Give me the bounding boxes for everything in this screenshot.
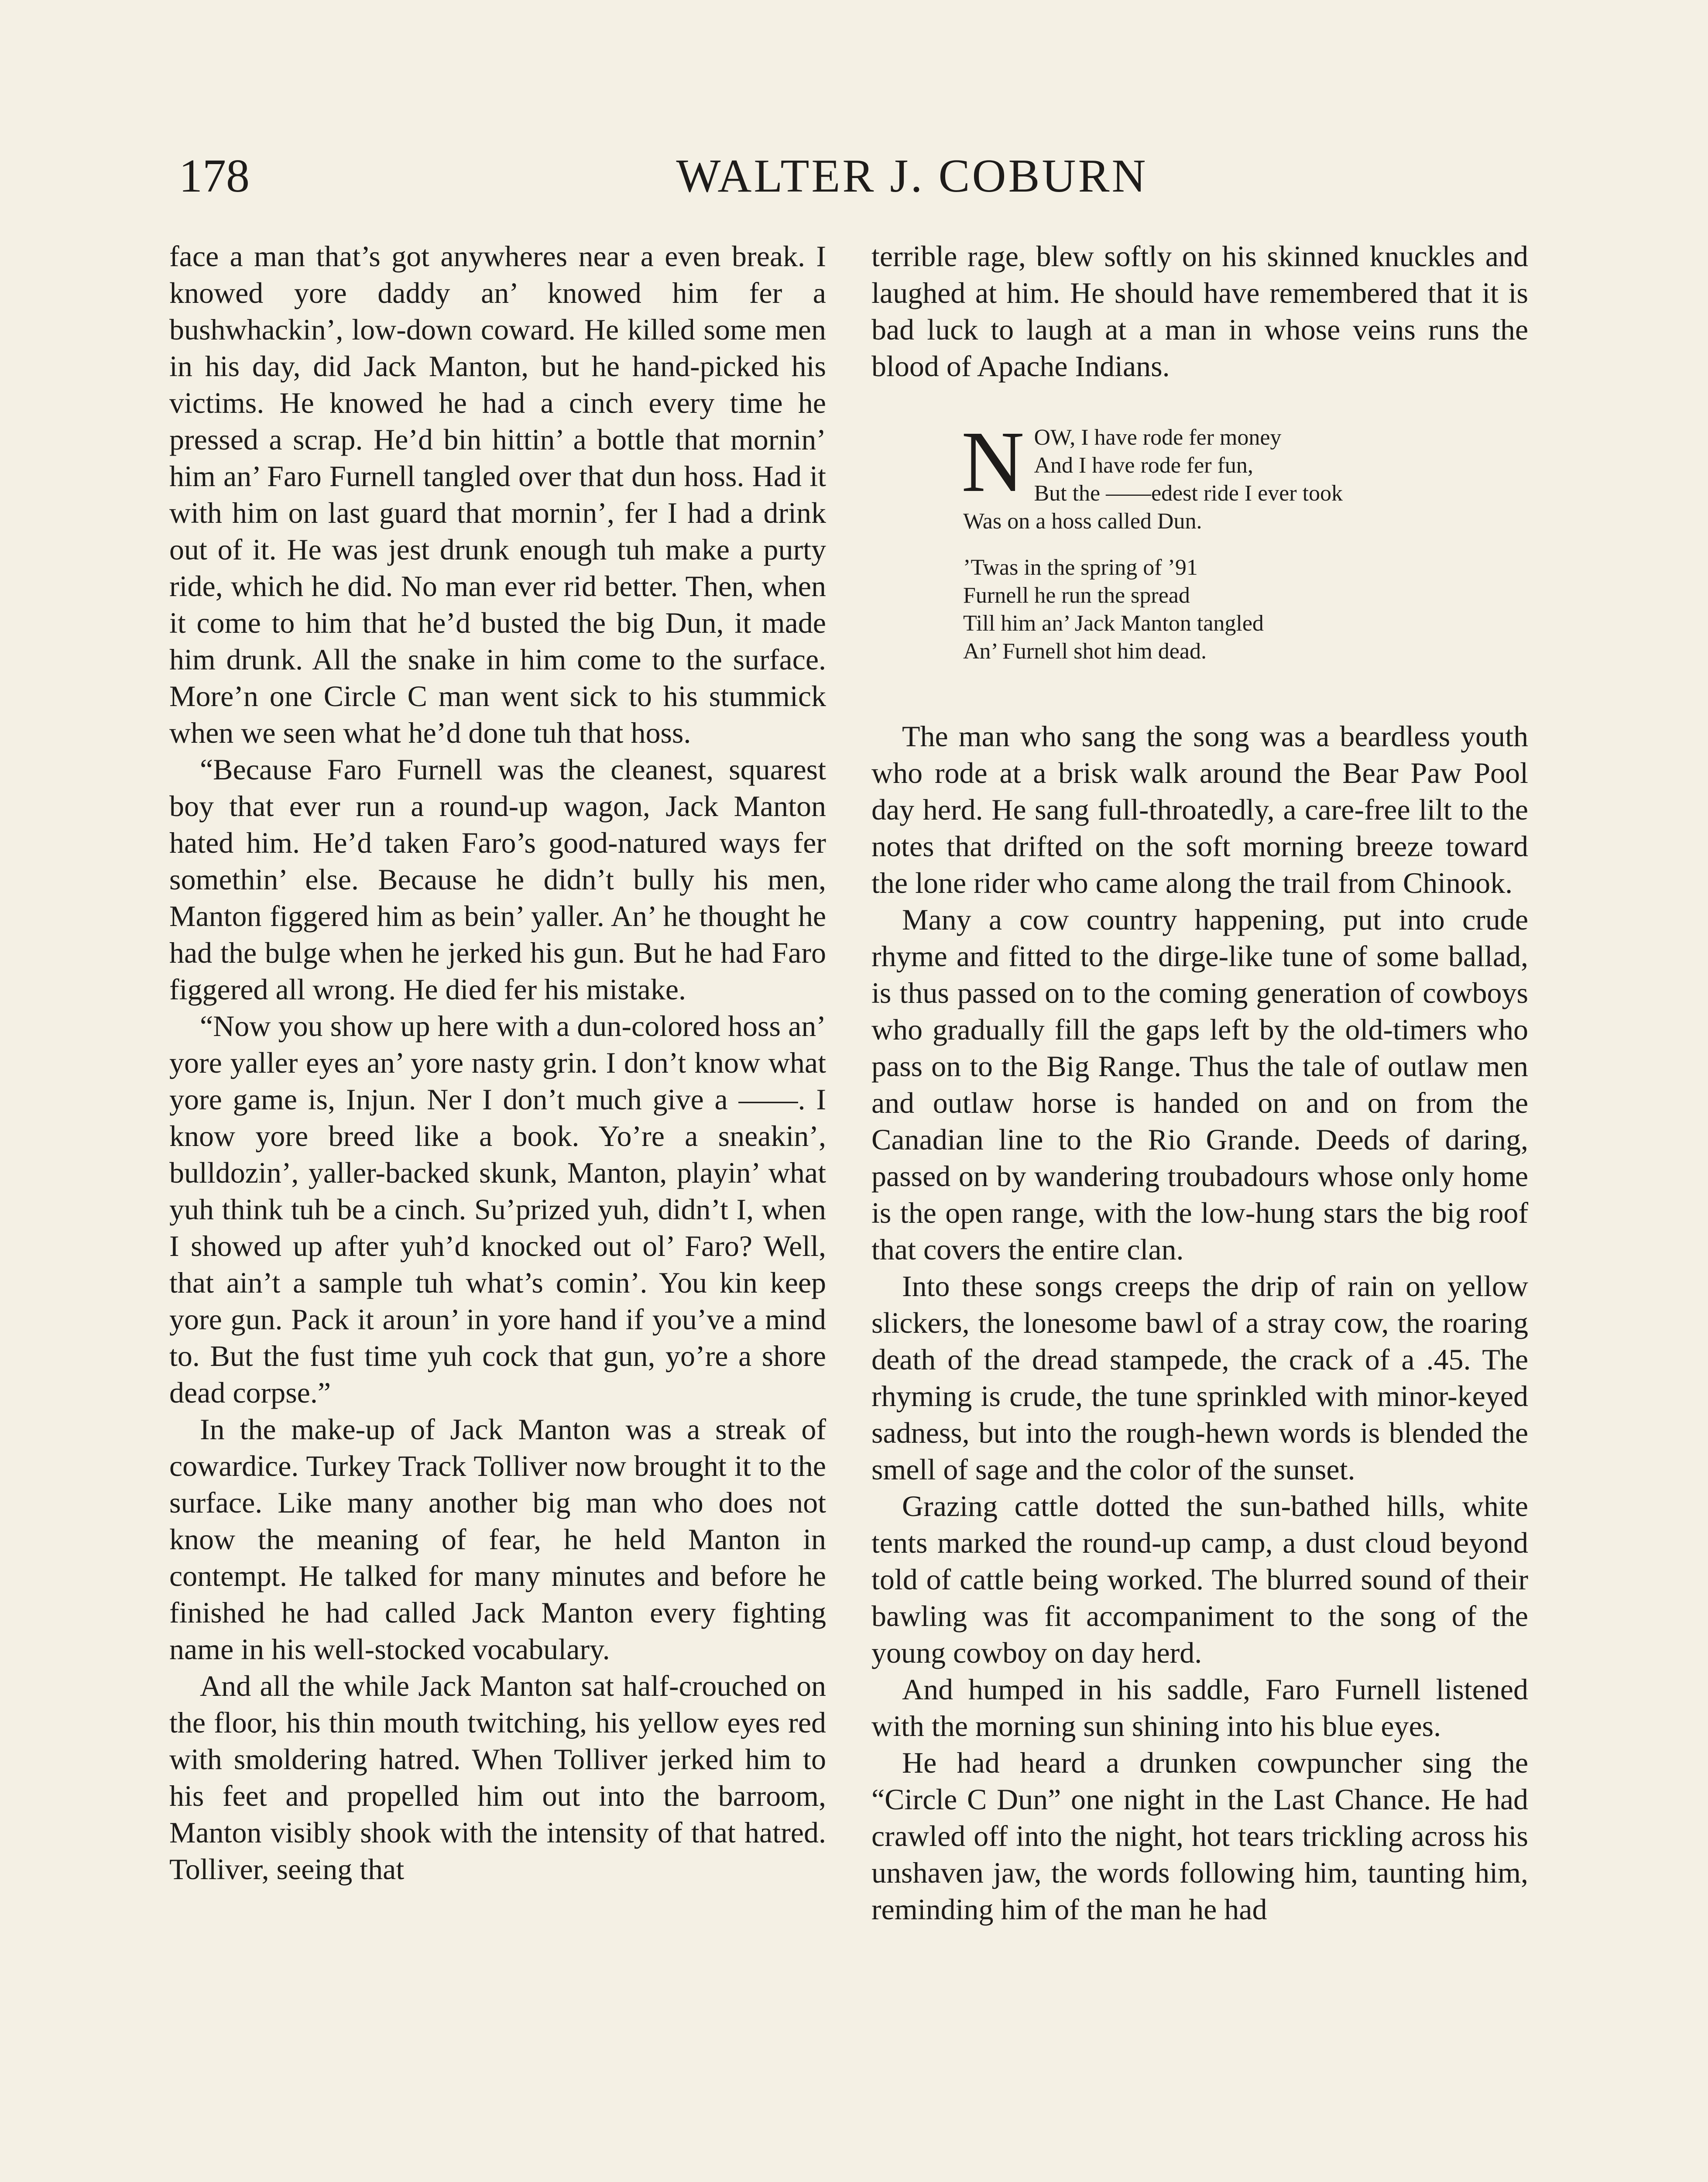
right-column [871, 238, 1528, 1928]
paragraph: Grazing cattle dotted the sun-bathed hills, white tents marked the round-up camp, a dust cloud beyond told of cattle being worked. The blurred sound of their bawling was fit accompaniment to the song of the young cowboy on day herd. [871, 1489, 1528, 1669]
paragraph: face a man that’s got anywheres near a even break. I knowed yore daddy an’ knowed him fer a bushwhackin’, low-down coward. He killed some men in his day, did Jack Manton, but he hand-picked his victims. He knowed he had a cinch every time he pressed a scrap. He’d bin hittin’ a bottle that mornin’ him an’ Faro Furnell tangled over that dun hoss. Had it with him on last guard that mornin’, fer I had a drink out of it. He was jest drunk enough tuh make a purty ride, which he did. No man ever rid better. Then, when it come to him that he’d busted the big Dun, it made him drunk. All the snake in him come to the surface. More’n one Circle C man went sick to his stummick when we seen what he’d done tuh that hoss. [169, 240, 826, 749]
verse-line: Till him an’ Jack Manton tangled [963, 611, 1264, 636]
paragraph: He had heard a drunken cowpuncher sing the “Circle C Dun” one night in the Last Chance. He had crawled off into the night, hot tears trickling across his unshaven jaw, the words following him, taunting him, reminding him of the man he had [871, 1746, 1528, 1926]
paragraph: Many a cow country happening, put into crude rhyme and fitted to the dirge-like tune of some ballad, is thus passed on to the coming generation of cowboys who gradually fill the gaps left by the old-timers who pass on to the Big Range. Thus the tale of outlaw men and outlaw horse is handed on and on from the Canadian line to the Rio Grande. Deeds of daring, passed on by wandering troubadours whose only home is the open range, with the low-hung stars the big roof that covers the entire clan. [871, 903, 1528, 1266]
verse-stanza [961, 414, 1528, 535]
paragraph: And all the while Jack Manton sat half-crouched on the floor, his thin mouth twitching, his yellow eyes red with smoldering hatred. When Tolliver jerked him to his feet and propelled him out into the barroom, Manton visibly shook with the intensity of that hatred. Tolliver, seeing that [169, 1669, 826, 1886]
verse-line: ’Twas in the spring of ’91 [963, 555, 1198, 580]
paragraph: The man who sang the song was a beardless youth who rode at a brisk walk around the Bear Paw Pool day herd. He sang full-throatedly, a care-free lilt to the notes that drifted on the soft morning breeze toward the lone rider who came along the trail from Chinook. [871, 720, 1528, 899]
verse-line: An’ Furnell shot him dead. [963, 639, 1207, 664]
verse-line: OW, I have rode fer money [1034, 425, 1282, 450]
verse-stanza [963, 554, 1528, 666]
paragraph: “Because Faro Furnell was the cleanest, squarest boy that ever run a round-up wagon, Jack Manton hated him. He’d taken Faro’s good-natured ways fer somethin’ else. Because he didn’t bully his men, Manton figgered him as bein’ yaller. An’ he thought he had the bulge when he jerked his gun. But he had Faro figgered all wrong. He died fer his mistake. [169, 753, 826, 1006]
paragraph: And humped in his saddle, Faro Furnell listened with the morning sun shining into his blue eyes. [871, 1673, 1528, 1743]
paragraph: “Now you show up here with a dun-colored hoss an’ yore yaller eyes an’ yore nasty grin. I don’t know what yore game is, Injun. Ner I don’t much give a ——. I know yore breed like a book. Yo’re a sneakin’, bulldozin’, yaller-backed skunk, Manton, playin’ what yuh think tuh be a cinch. Su’prized yuh, didn’t I, when I showed up after yuh’d knocked out ol’ Faro? Well, that ain’t a sample tuh what’s comin’. You kin keep yore gun. Pack it aroun’ in yore hand if you’ve a mind to. But the fust time yuh cock that gun, yo’re a shore dead corpse.” [169, 1009, 826, 1409]
page-number: 178 [179, 150, 250, 202]
paragraph: Into these songs creeps the drip of rain on yellow slickers, the lonesome bawl of a stray cow, the roaring death of the dread stampede, the crack of a .45. The rhyming is crude, the tune sprinkled with minor-keyed sadness, but into the rough-hewn words is blended the smell of sage and the color of the sunset. [871, 1269, 1528, 1486]
song-verse [961, 414, 1528, 666]
drop-cap: N [961, 414, 1025, 510]
verse-line: And I have rode fer fun, [1034, 453, 1253, 478]
paragraph: In the make-up of Jack Manton was a streak of cowardice. Turkey Track Tolliver now brought it to the surface. Like many another big man who does not know the meaning of fear, he held Manton in contempt. He talked for many minutes and before he finished he had called Jack Manton every fighting name in his well-stocked vocabulary. [169, 1413, 826, 1666]
verse-line: Was on a hoss called Dun. [963, 509, 1202, 534]
verse-line: But the ——edest ride I ever took [1034, 481, 1343, 506]
verse-line: Furnell he run the spread [963, 583, 1190, 608]
left-column [169, 238, 826, 1887]
running-head: WALTER J. COBURN [676, 150, 1148, 202]
paragraph: terrible rage, blew softly on his skinned knuckles and laughed at him. He should have remembered that it is bad luck to laugh at a man in whose veins runs the blood of Apache Indians. [871, 240, 1528, 383]
